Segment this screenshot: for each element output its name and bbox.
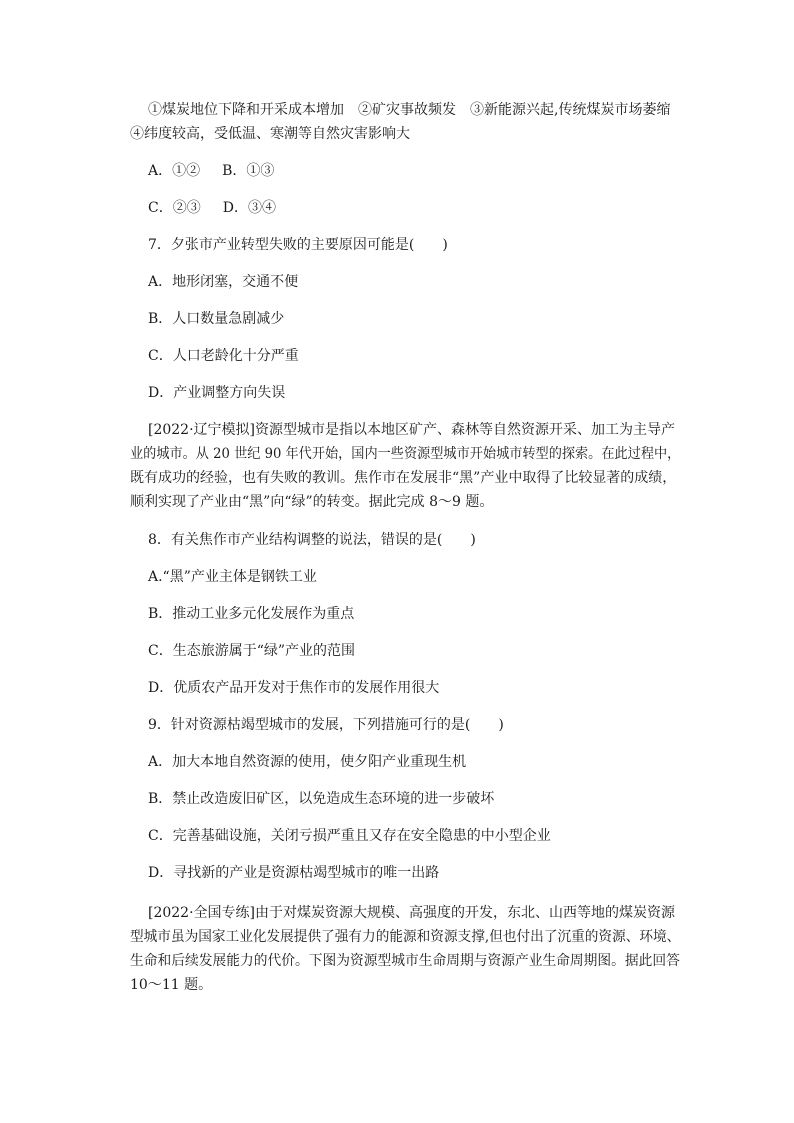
passage2-line1: [2022·全国专练]由于对煤炭资源大规模、高强度的开发，东北、山西等地的煤炭资源: [148, 905, 676, 921]
passage2-line2: 型城市虽为国家工业化发展提供了强有力的能源和资源支撑,但也付出了沉重的资源、环境、: [130, 929, 681, 945]
q9-option-d: D．寻找新的产业是资源枯竭型城市的唯一出路: [148, 865, 440, 881]
q7-option-d: D．产业调整方向失误: [148, 385, 286, 401]
q6-statements-line2: ④纬度较高，受低温、寒潮等自然灾害影响大: [130, 126, 410, 142]
q7-stem: 7．夕张市产业转型失败的主要原因可能是( ): [148, 237, 448, 253]
q9-option-a: A．加大本地自然资源的使用，使夕阳产业重现生机: [148, 754, 467, 770]
q7-option-b: B．人口数量急剧减少: [148, 311, 285, 327]
q8-option-a: A.“黑”产业主体是钢铁工业: [148, 569, 317, 585]
passage1-line4: 顺利实现了产业由“黑”向“绿”的转变。据此完成 8～9 题。: [130, 494, 494, 510]
q9-stem: 9．针对资源枯竭型城市的发展，下列措施可行的是( ): [148, 717, 504, 733]
q8-option-d: D．优质农产品开发对于焦作市的发展作用很大: [148, 680, 440, 696]
passage1-line2: 业的城市。从 20 世纪 90 年代开始，国内一些资源型城市开始城市转型的探索。在此过程中，: [130, 446, 681, 462]
q8-option-c: C．生态旅游属于“绿”产业的范围: [148, 643, 356, 659]
q6-options-row2: [148, 199, 276, 217]
q6-option-c: C．②③: [148, 200, 201, 216]
passage2-line3: 生命和后续发展能力的代价。下图为资源型城市生命周期与资源产业生命周期图。据此回答: [130, 953, 680, 969]
q6-option-b: B．①③: [222, 163, 275, 179]
q7-option-c: C．人口老龄化十分严重: [148, 348, 299, 364]
passage1-line3: 既有成功的经验，也有失败的教训。焦作市在发展非“黑”产业中取得了比较显著的成绩，: [130, 470, 677, 486]
q8-option-b: B．推动工业多元化发展作为重点: [148, 606, 355, 622]
passage2-line4: 10～11 题。: [130, 977, 213, 993]
q8-stem: 8．有关焦作市产业结构调整的说法，错误的是( ): [148, 532, 476, 548]
q9-option-c: C．完善基础设施，关闭亏损严重且又存在安全隐患的中小型企业: [148, 828, 551, 844]
q6-statements-line1: ①煤炭地位下降和开采成本增加 ②矿灾事故频发 ③新能源兴起,传统煤炭市场萎缩: [148, 102, 671, 118]
q6-option-a: A．①②: [148, 163, 201, 179]
q6-option-d: D．③④: [222, 200, 276, 216]
q6-options-row1: [148, 162, 274, 180]
q9-option-b: B．禁止改造废旧矿区，以免造成生态环境的进一步破坏: [148, 791, 495, 807]
q7-option-a: A．地形闭塞，交通不便: [148, 274, 299, 290]
passage1-line1: [2022·辽宁模拟]资源型城市是指以本地区矿产、森林等自然资源开采、加工为主导产: [148, 422, 676, 438]
